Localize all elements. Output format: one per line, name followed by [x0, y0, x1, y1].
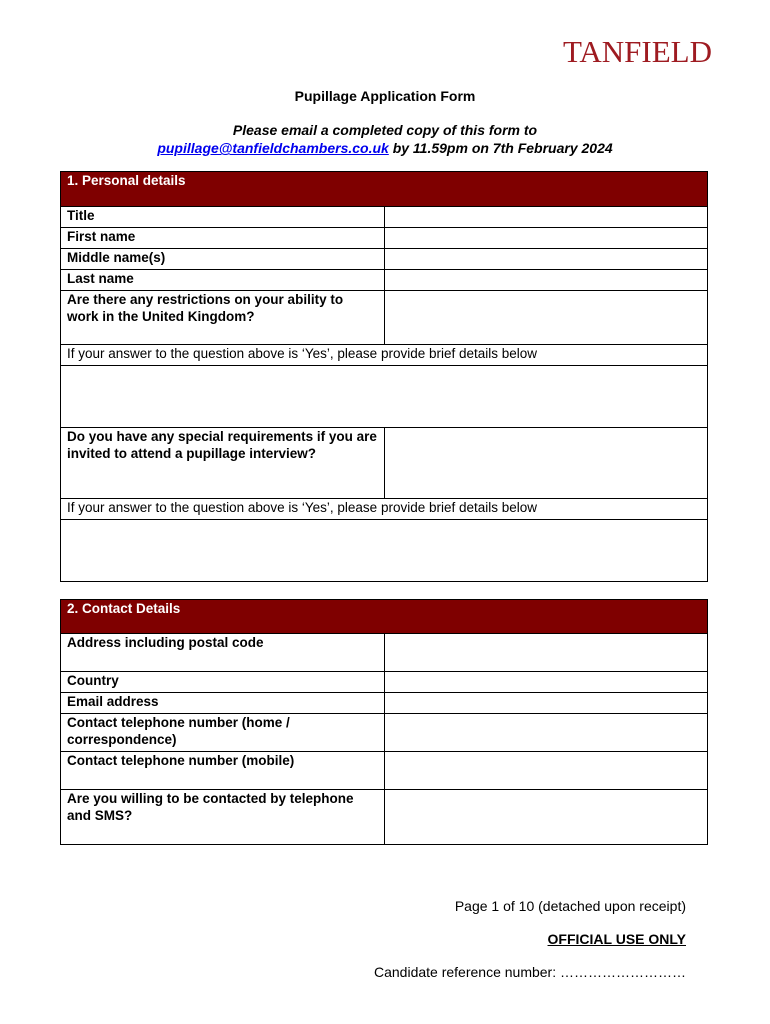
instructions-line-1: Please email a completed copy of this form to: [232, 122, 538, 138]
phone-home-label: Contact telephone number (home / correspondence): [61, 714, 385, 752]
special-requirements-details-field[interactable]: [61, 520, 708, 582]
special-requirements-label: Do you have any special requirements if you are invited to attend a pupillage interview?: [61, 428, 385, 499]
country-field[interactable]: [384, 672, 708, 693]
email-link[interactable]: pupillage@tanfieldchambers.co.uk: [157, 140, 389, 156]
official-use-heading: OFFICIAL USE ONLY: [547, 931, 686, 947]
address-field[interactable]: [384, 634, 708, 672]
last-name-label: Last name: [61, 270, 385, 291]
title-field[interactable]: [384, 207, 708, 228]
form-title: Pupillage Application Form: [294, 88, 476, 104]
sms-consent-field[interactable]: [384, 790, 708, 845]
section-header-contact: 2. Contact Details: [61, 600, 708, 634]
instructions-line-2: [0, 140, 770, 156]
personal-details-table: [60, 171, 708, 582]
restrictions-details-field[interactable]: [61, 366, 708, 428]
deadline-text: by 11.59pm on 7th February 2024: [388, 140, 613, 156]
contact-details-table: [60, 599, 708, 845]
phone-mobile-field[interactable]: [384, 752, 708, 790]
section-header-personal: 1. Personal details: [61, 172, 708, 207]
page-number: Page 1 of 10 (detached upon receipt): [454, 898, 686, 914]
email-address-field[interactable]: [384, 693, 708, 714]
phone-mobile-label: Contact telephone number (mobile): [61, 752, 385, 790]
middle-name-field[interactable]: [384, 249, 708, 270]
special-requirements-field[interactable]: [384, 428, 708, 499]
candidate-reference: Candidate reference number: ………………………: [374, 964, 686, 980]
tanfield-logo: TANFIELD: [562, 34, 712, 69]
special-requirements-note: If your answer to the question above is ‘Yes’, please provide brief details below: [61, 499, 708, 520]
first-name-label: First name: [61, 228, 385, 249]
middle-name-label: Middle name(s): [61, 249, 385, 270]
restrictions-note: If your answer to the question above is ‘Yes’, please provide brief details below: [61, 345, 708, 366]
work-restrictions-label: Are there any restrictions on your ability to work in the United Kingdom?: [61, 291, 385, 345]
first-name-field[interactable]: [384, 228, 708, 249]
work-restrictions-field[interactable]: [384, 291, 708, 345]
phone-home-field[interactable]: [384, 714, 708, 752]
address-label: Address including postal code: [61, 634, 385, 672]
country-label: Country: [61, 672, 385, 693]
last-name-field[interactable]: [384, 270, 708, 291]
email-address-label: Email address: [61, 693, 385, 714]
title-label: Title: [61, 207, 385, 228]
sms-consent-label: Are you willing to be contacted by telephone and SMS?: [61, 790, 385, 845]
